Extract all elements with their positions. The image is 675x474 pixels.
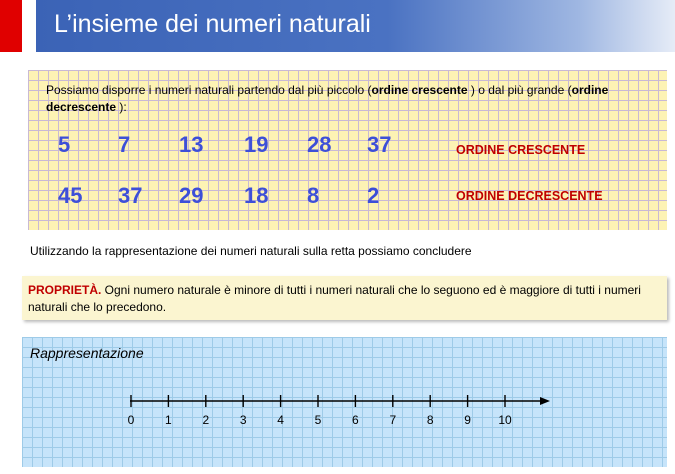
representation-title: Rappresentazione <box>30 345 144 361</box>
number-line-label: 2 <box>202 413 210 427</box>
ascending-number: 19 <box>244 132 269 157</box>
number-line-label: 6 <box>352 413 359 427</box>
term-descending: ordine decrescente <box>46 83 609 114</box>
ascending-number: 7 <box>118 132 131 157</box>
header-accent-bar <box>0 0 22 52</box>
descending-number: 18 <box>244 183 269 208</box>
number-line <box>22 337 667 467</box>
descending-label: ORDINE DECRESCENTE <box>456 189 603 203</box>
term-ascending: ordine crescente <box>371 83 468 97</box>
header-bar <box>36 0 675 52</box>
number-line-label: 3 <box>239 413 247 427</box>
property-heading: PROPRIETÀ. <box>28 283 102 297</box>
descending-number: 45 <box>58 183 83 208</box>
descending-number: 2 <box>367 183 380 208</box>
ascending-number: 37 <box>367 132 392 157</box>
number-line-label: 7 <box>389 413 397 427</box>
representation-panel <box>22 337 667 467</box>
number-line-label: 0 <box>127 413 135 427</box>
conclusion-sentence: Utilizzando la rappresentazione dei numeri naturali sulla retta possiamo concludere <box>30 244 472 258</box>
ordering-panel <box>28 70 667 230</box>
descending-number: 37 <box>118 183 143 208</box>
descending-number: 29 <box>179 183 204 208</box>
ascending-number: 5 <box>58 132 71 157</box>
ascending-number: 13 <box>179 132 204 157</box>
number-line-label: 9 <box>464 413 471 427</box>
descending-number: 8 <box>307 183 320 208</box>
property-box <box>22 276 667 320</box>
number-line-label: 1 <box>165 413 172 427</box>
number-line-label: 8 <box>426 413 434 427</box>
ascending-number: 28 <box>307 132 332 157</box>
number-line-label: 4 <box>277 413 284 427</box>
ordering-intro: Possiamo disporre i numeri naturali partendo dal più piccolo (ordine crescente ) o dal più grande (ordine decrescente ): <box>46 83 609 114</box>
number-line-label: 10 <box>498 413 512 427</box>
ascending-label: ORDINE CRESCENTE <box>456 143 586 157</box>
number-line-arrow-icon <box>540 397 550 405</box>
number-line-label: 5 <box>314 413 322 427</box>
page-title: L’insieme dei numeri naturali <box>54 10 371 38</box>
property-text: PROPRIETÀ. Ogni numero naturale è minore di tutti i numeri naturali che lo seguono ed è maggiore di tutti i numeri naturali che lo precedono. <box>28 283 641 314</box>
